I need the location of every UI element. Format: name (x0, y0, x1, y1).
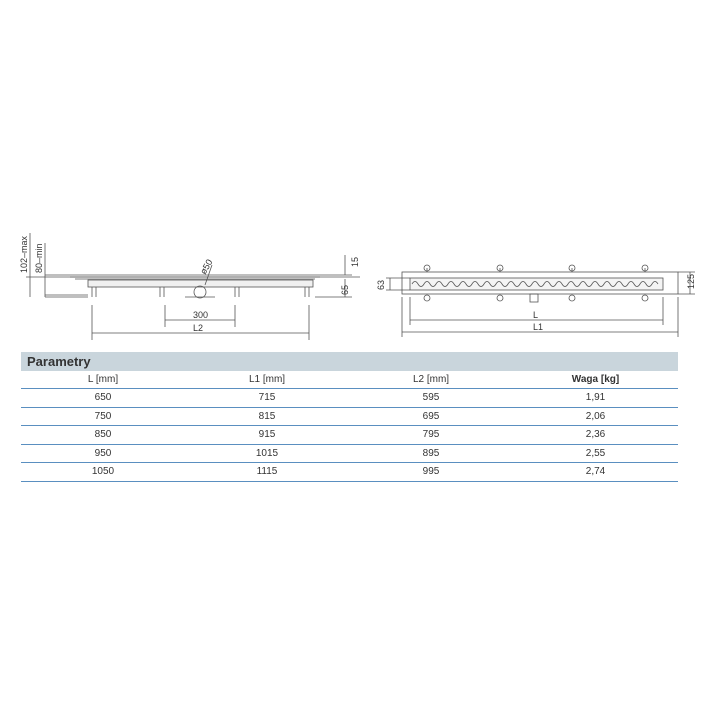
header-l: L [mm] (21, 371, 185, 389)
label-l1: L1 (533, 322, 544, 332)
label-diameter: ø50 (198, 257, 215, 276)
table-row (21, 463, 678, 482)
cell-l2: 795 (349, 426, 513, 445)
cell-l: 850 (21, 426, 185, 445)
top-view-drawing (370, 215, 700, 345)
label-l: L (533, 310, 539, 320)
side-view-drawing (0, 215, 370, 345)
table-row (21, 389, 678, 408)
cell-l1: 915 (185, 426, 349, 445)
section-title: Parametry (27, 354, 91, 369)
label-top-h: 15 (350, 256, 360, 267)
table-row (21, 444, 678, 463)
header-weight: Waga [kg] (513, 371, 678, 389)
table-header-row (21, 371, 678, 389)
cell-l: 750 (21, 407, 185, 426)
cell-l1: 815 (185, 407, 349, 426)
cell-l2: 895 (349, 444, 513, 463)
cell-l: 950 (21, 444, 185, 463)
section-header-bar (21, 352, 678, 371)
cell-weight: 2,36 (513, 426, 678, 445)
label-min: 80–min (34, 243, 44, 273)
label-max: 102–max (19, 235, 29, 273)
label-63: 63 (376, 279, 386, 290)
cell-l2: 595 (349, 389, 513, 408)
table-row (21, 407, 678, 426)
header-l1: L1 [mm] (185, 371, 349, 389)
technical-drawings (0, 215, 720, 345)
cell-l1: 1015 (185, 444, 349, 463)
label-300: 300 (193, 310, 209, 320)
cell-weight: 2,55 (513, 444, 678, 463)
cell-l: 1050 (21, 463, 185, 482)
cell-l2: 695 (349, 407, 513, 426)
parameters-table (21, 371, 678, 482)
label-125: 125 (686, 273, 696, 289)
cell-l1: 715 (185, 389, 349, 408)
cell-l: 650 (21, 389, 185, 408)
cell-weight: 2,74 (513, 463, 678, 482)
label-l2: L2 (193, 323, 204, 333)
header-l2: L2 [mm] (349, 371, 513, 389)
cell-weight: 1,91 (513, 389, 678, 408)
cell-l1: 1115 (185, 463, 349, 482)
cell-l2: 995 (349, 463, 513, 482)
cell-weight: 2,06 (513, 407, 678, 426)
table-row (21, 426, 678, 445)
label-body-h: 65 (340, 284, 350, 295)
